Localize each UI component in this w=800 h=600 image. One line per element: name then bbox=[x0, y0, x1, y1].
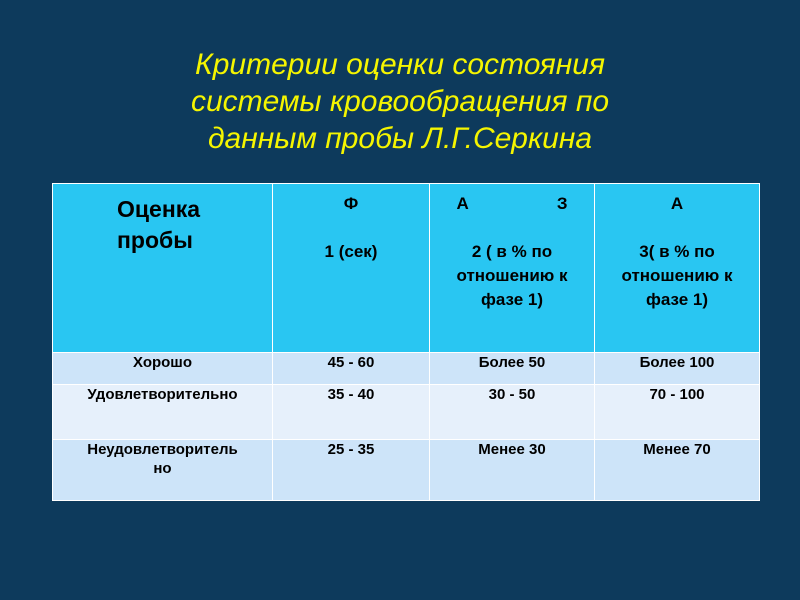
table-row bbox=[53, 440, 760, 501]
title-line-2: системы кровообращения по bbox=[190, 85, 610, 118]
header-assessment: Оценка пробы bbox=[53, 184, 273, 353]
cell-phase-1: 45 - 60 bbox=[273, 353, 430, 385]
header-phase-2-top bbox=[430, 192, 594, 216]
title-line-3: данным пробы Л.Г.Серкина bbox=[207, 122, 593, 155]
cell-phase-2: Менее 30 bbox=[430, 440, 595, 501]
cell-phase-3: Более 100 bbox=[595, 353, 760, 385]
cell-phase-1: 25 - 35 bbox=[273, 440, 430, 501]
row-label: Хорошо bbox=[53, 353, 273, 385]
slide-title bbox=[0, 46, 800, 157]
cell-phase-3: Менее 70 bbox=[595, 440, 760, 501]
header-phase-3: А 3( в % по отношению к фазе 1) bbox=[595, 184, 760, 353]
criteria-table bbox=[52, 183, 760, 501]
row-label: Удовлетворительно bbox=[53, 385, 273, 440]
header-phase-2 bbox=[430, 184, 595, 353]
cell-phase-2: 30 - 50 bbox=[430, 385, 595, 440]
cell-phase-3: 70 - 100 bbox=[595, 385, 760, 440]
cell-phase-2: Более 50 bbox=[430, 353, 595, 385]
table-row bbox=[53, 385, 760, 440]
header-phase-2-top-right: З bbox=[556, 194, 568, 213]
table-row bbox=[53, 353, 760, 385]
header-phase-2-body: 2 ( в % по отношению к фазе 1) bbox=[456, 242, 568, 309]
table-header-row bbox=[53, 184, 760, 353]
cell-phase-1: 35 - 40 bbox=[273, 385, 430, 440]
header-phase-1: Ф 1 (сек) bbox=[273, 184, 430, 353]
row-label: Неудовлетворитель но bbox=[53, 440, 273, 501]
header-phase-2-top-left: А bbox=[456, 194, 469, 213]
title-line-1: Критерии оценки состояния bbox=[195, 48, 605, 81]
